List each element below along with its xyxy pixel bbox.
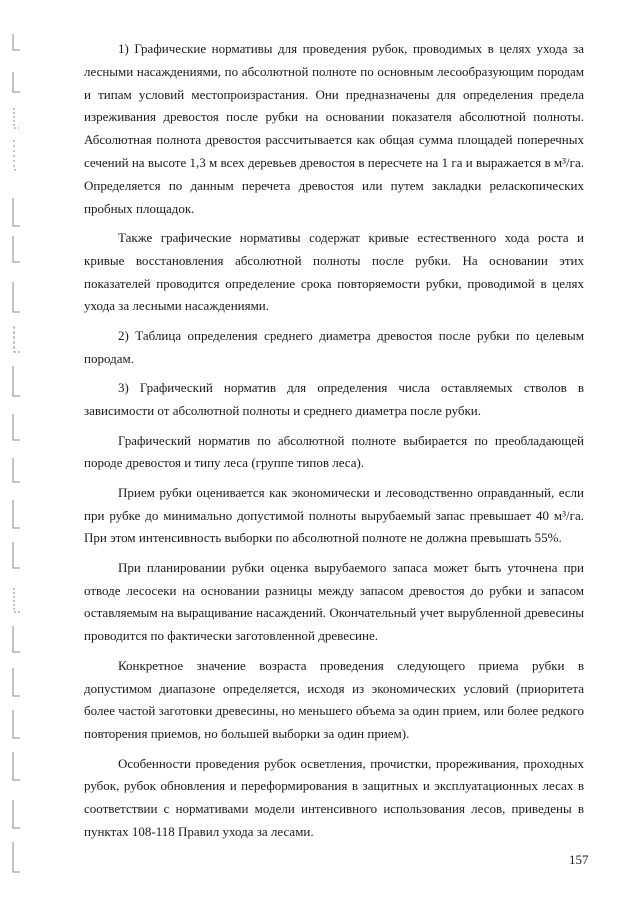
paragraph-5: Графический норматив по абсолютной полноте выбирается по преобладающей породе древостоя и типу леса (группе типов леса). xyxy=(84,432,584,471)
body-text xyxy=(84,38,584,850)
paragraph-7: При планировании рубки оценка вырубаемого запаса может быть уточнена при отводе лесосеки на основании разницы между запасом древостоя до рубки и запасом оставляемым на выращивание насаждений. Окончательный учет вырубленной древесины проводится по фактически заготовленной древесине. xyxy=(84,559,584,644)
paragraph-6: Прием рубки оценивается как экономически и лесоводственно оправданный, если при рубке до минимально допустимой полноты вырубаемый запас превышает 40 м³/га. При этом интенсивность выборки по абсолютной полноте не должна превышать 55%. xyxy=(84,484,584,546)
paragraph-1: 1) Графические нормативы для проведения рубок, проводимых в целях ухода за лесными насаждениями, по абсолютной полноте по основным лесообразующим породам и типам условий местопроизрастания. Они предназначены для определения предела изреживания древостоя после рубки на основании показателя абсолютной полноты. Абсолютная полнота древостоя рассчитывается как общая сумма площадей поперечных сечений на высоте 1,3 м всех деревьев древостоя в пересчете на 1 га и выражается в м³/га. Определяется по данным перечета древостоя или путем закладки реласкопических пробных площадок. xyxy=(84,41,584,216)
paragraph-4: 3) Графический норматив для определения числа оставляемых стволов в зависимости от абсолютной полноты и среднего диаметра после рубки. xyxy=(84,380,584,419)
page-number: 157 xyxy=(569,852,589,867)
paragraph-3: 2) Таблица определения среднего диаметра древостоя после рубки по целевым породам. xyxy=(84,327,584,366)
paragraph-8: Конкретное значение возраста проведения следующего приема рубки в допустимом диапазоне определяется, исходя из экономических условий (приоритета более частой заготовки древесины, но меньшего объема за один прием, или более редкого повторения приемов, но большей выборки за один прием). xyxy=(84,657,584,742)
paragraph-9: Особенности проведения рубок осветления, прочистки, прореживания, проходных рубок, рубок обновления и переформирования в защитных и эксплуатационных лесах в соответствии с нормативами модели интенсивного использования лесов, приведены в пунктах 108-118 Правил ухода за лесами. xyxy=(84,755,584,839)
binding-margin-marks xyxy=(0,0,40,905)
paragraph-2: Также графические нормативы содержат кривые естественного хода роста и кривые восстановления абсолютной полноты после рубки. На основании этих показателей проводится определение срока повторяемости рубки, проводимой в целях ухода за лесными насаждениями. xyxy=(84,230,584,314)
